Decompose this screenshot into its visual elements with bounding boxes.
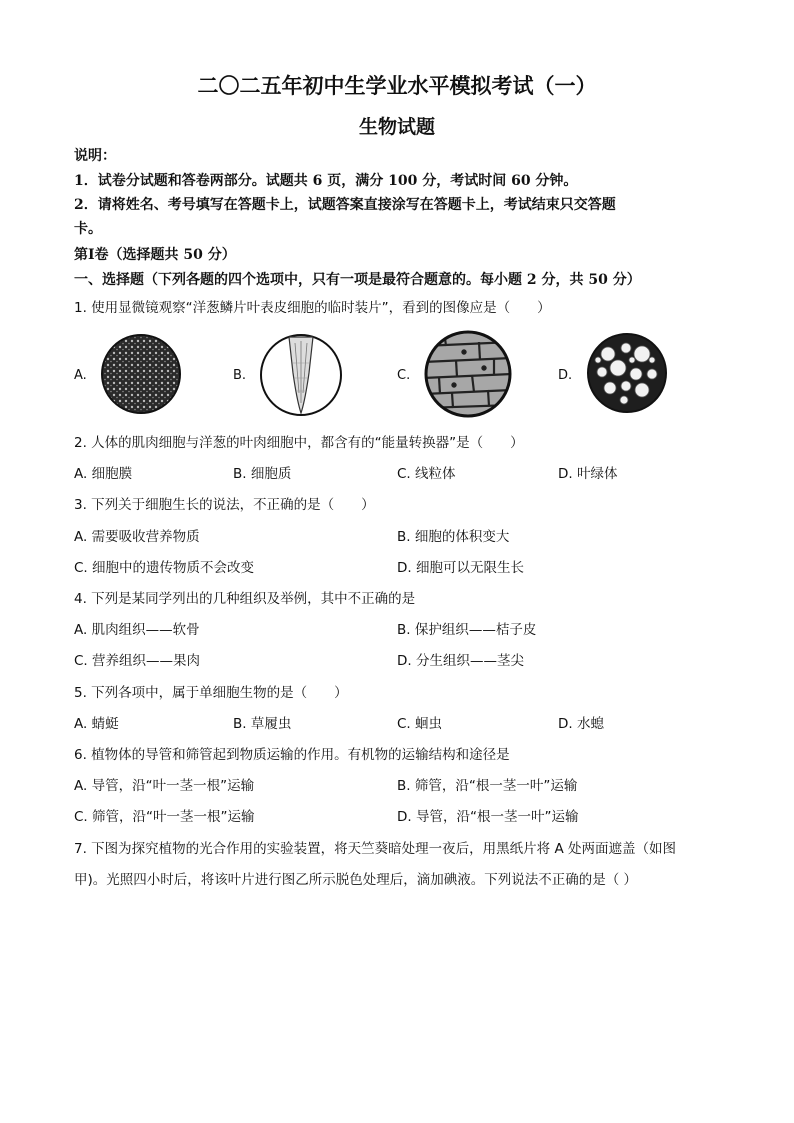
q2-option-d[interactable]: D. 叶绿体: [558, 466, 618, 482]
q1-option-c-label: C.: [397, 368, 411, 383]
q2-option-a[interactable]: A. 细胞膜: [74, 466, 133, 482]
q4-option-b[interactable]: B. 保护组织——桔子皮: [397, 622, 537, 638]
instruction-item-2a: 2．请将姓名、考号填写在答题卡上，试题答案直接涂写在答题卡上，考试结束只交答题: [74, 197, 616, 213]
q1-option-b-label: B.: [233, 368, 247, 383]
q5-option-c[interactable]: C. 蛔虫: [397, 716, 443, 732]
q3-option-a[interactable]: A. 需要吸收营养物质: [74, 529, 200, 545]
q5-option-b[interactable]: B. 草履虫: [233, 716, 292, 732]
part-heading: 一、选择题（下列各题的四个选项中，只有一项是最符合题意的。每小题 2 分，共 50 分）: [74, 272, 641, 288]
q1-image-d: [586, 332, 668, 414]
q3-option-d[interactable]: D. 细胞可以无限生长: [397, 560, 524, 576]
q5-option-d[interactable]: D. 水螅: [558, 716, 604, 732]
q2-option-c[interactable]: C. 线粒体: [397, 466, 456, 482]
q2-option-b[interactable]: B. 细胞质: [233, 466, 292, 482]
q1-image-b: [259, 333, 343, 417]
question-7-stem-line-2: 甲)。光照四小时后，将该叶片进行图乙所示脱色处理后，滴加碘液。下列说法不正确的是（ ）: [74, 872, 638, 888]
volume-heading: 第Ⅰ卷（选择题共 50 分）: [74, 247, 236, 263]
q1-option-a-label: A.: [74, 368, 87, 383]
q1-image-a: [100, 333, 182, 415]
question-7-stem-line-1: 7. 下图为探究植物的光合作用的实验装置，将天竺葵暗处理一夜后，用黑纸片将 A 处两面遮盖（如图: [74, 841, 676, 857]
question-4-stem: 4. 下列是某同学列出的几种组织及举例，其中不正确的是: [74, 591, 416, 607]
instruction-item-2b: 卡。: [74, 221, 102, 237]
q6-option-a[interactable]: A. 导管，沿“叶一茎一根”运输: [74, 778, 255, 794]
q3-option-c[interactable]: C. 细胞中的遗传物质不会改变: [74, 560, 255, 576]
q1-image-c: [424, 330, 512, 418]
q6-option-c[interactable]: C. 筛管，沿“叶一茎一根”运输: [74, 809, 255, 825]
q4-option-a[interactable]: A. 肌肉组织——软骨: [74, 622, 200, 638]
q6-option-d[interactable]: D. 导管，沿“根一茎一叶”运输: [397, 809, 579, 825]
q3-option-b[interactable]: B. 细胞的体积变大: [397, 529, 510, 545]
question-6-stem: 6. 植物体的导管和筛管起到物质运输的作用。有机物的运输结构和途径是: [74, 747, 510, 763]
question-3-stem: 3. 下列关于细胞生长的说法，不正确的是（ ）: [74, 497, 375, 513]
question-2-stem: 2. 人体的肌肉细胞与洋葱的叶肉细胞中，都含有的“能量转换器”是（ ）: [74, 435, 524, 451]
q5-option-a[interactable]: A. 蜻蜓: [74, 716, 119, 732]
q6-option-b[interactable]: B. 筛管，沿“根一茎一叶”运输: [397, 778, 578, 794]
q4-option-c[interactable]: C. 营养组织——果肉: [74, 653, 201, 669]
question-5-stem: 5. 下列各项中，属于单细胞生物的是（ ）: [74, 685, 348, 701]
question-1-stem: 1. 使用显微镜观察“洋葱鳞片叶表皮细胞的临时装片”，看到的图像应是（ ）: [74, 300, 551, 316]
instructions-heading: 说明：: [74, 148, 116, 164]
q1-option-d-label: D.: [558, 368, 573, 383]
exam-title: 二〇二五年初中生学业水平模拟考试（一）: [197, 73, 597, 98]
exam-subtitle: 生物试题: [358, 116, 435, 138]
instruction-item-1: 1．试卷分试题和答卷两部分。试题共 6 页，满分 100 分，考试时间 60 分钟。: [74, 173, 578, 189]
q4-option-d[interactable]: D. 分生组织——茎尖: [397, 653, 524, 669]
